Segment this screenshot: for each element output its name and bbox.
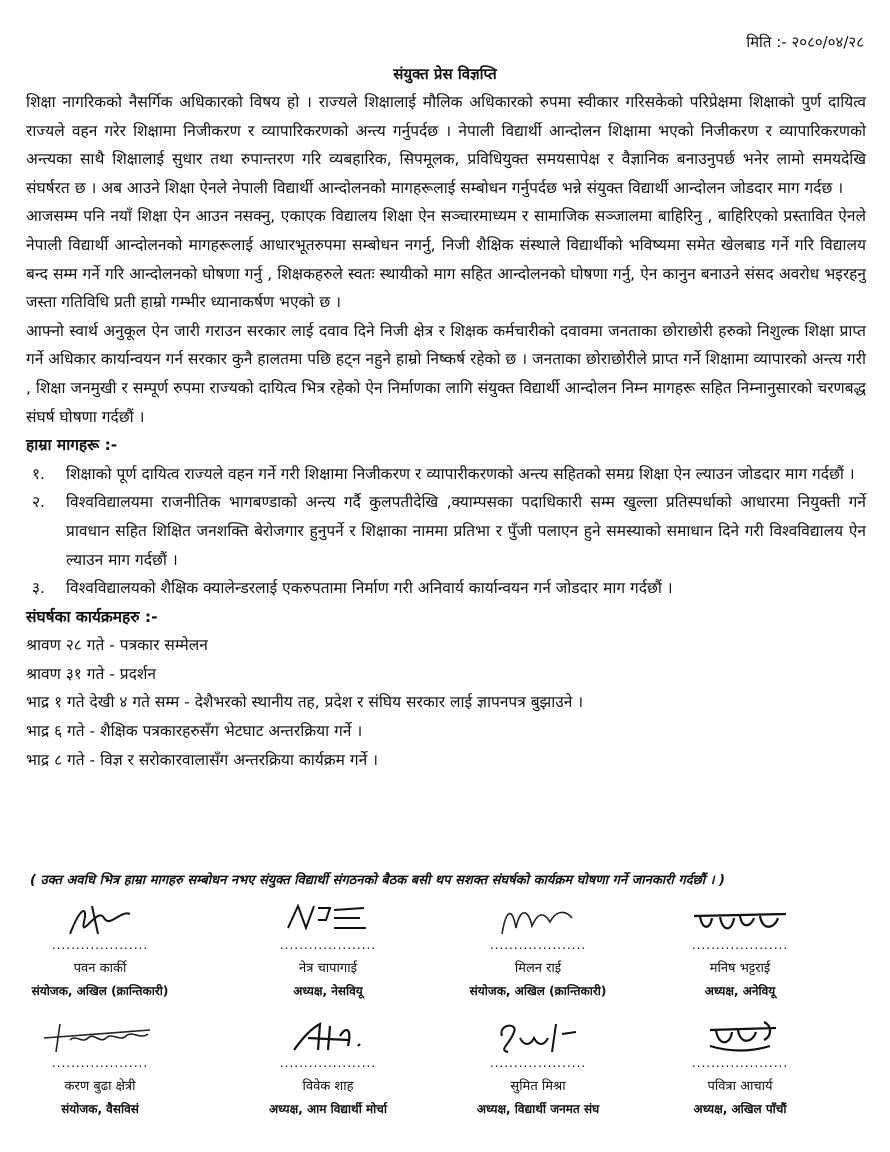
demand-item xyxy=(26,488,866,574)
paragraph-2: आजसम्म पनि नयाँ शिक्षा ऐन आउन नसक्नु, एकाएक विद्यालय शिक्षा ऐन सञ्चारमाध्यम र सामाजिक सञ्जालमा बाहिरिनु , बाहिरिएको प्रस्तावित ऐनले नेपाली विद्यार्थी आन्दोलनको मागहरूलाई आधारभूतरुपमा सम्बोधन नगर्नु, निजी शैक्षिक संस्थाले विद्यार्थीको भविष्यमा समेत खेलबाड गर्ने गरि विद्यालय बन्द सम्म गर्ने गरि आन्दोलनको घोषणा गर्नु , शिक्षकहरुले स्वतः स्थायीको माग सहित आन्दोलनको घोषणा गर्नु, ऐन कानुन बनाउने संसद अवरोध भइरहनु जस्ता गतिविधि प्रती हाम्रो गम्भीर ध्यानाकर्षण भएको छ । xyxy=(26,207,866,312)
program-item: श्रावण २८ गते - पत्रकार सम्मेलन xyxy=(26,636,208,655)
signatory-role: अध्यक्ष, अखिल पाँचौं xyxy=(693,1102,787,1116)
demands-heading: हाम्रा मागहरू :- xyxy=(26,436,118,455)
document-body xyxy=(26,88,866,774)
signatory-name: मनिष भट्टराई xyxy=(709,961,771,976)
signatory-name: करण बुढा क्षेत्री xyxy=(64,1079,136,1094)
handwritten-signature xyxy=(680,898,800,940)
signatory-role: अध्यक्ष, आम विद्यार्थी मोर्चा xyxy=(268,1102,387,1116)
demand-number: ३. xyxy=(32,579,45,598)
signature-dotted-line: .................... xyxy=(691,940,789,952)
signature-block xyxy=(228,898,428,999)
signature-block xyxy=(0,1016,200,1117)
signatory-name: विवेक शाह xyxy=(302,1079,354,1094)
signatory-role: अध्यक्ष, नेसवियू xyxy=(293,984,363,998)
closing-note: ( उक्त अवधि भित्र हाम्रा मागहरु सम्बोधन नभए संयुक्त विद्यार्थी संगठनको बैठक बसी थप सशक्त संघर्षको कार्यक्रम घोषणा गर्ने जानकारी गर्दछौं । ) xyxy=(30,873,725,888)
handwritten-signature xyxy=(680,1016,800,1058)
signatory-name: मिलन राई xyxy=(514,961,562,976)
signatory-name: नेत्र चापागाई xyxy=(299,961,357,976)
demand-item xyxy=(26,574,866,603)
signature-block xyxy=(0,898,200,999)
signature-block xyxy=(640,1016,840,1117)
demand-item xyxy=(26,460,866,489)
demand-text: विश्वविद्यालयको शैक्षिक क्यालेन्डरलाई एकरुपतामा निर्माण गरी अनिवार्य कार्यान्वयन गर्न जोडदार माग गर्दछौं । xyxy=(66,579,673,598)
signatory-name: सुमित मिश्रा xyxy=(510,1079,566,1094)
signature-dotted-line: .................... xyxy=(279,1058,377,1070)
demand-number: २. xyxy=(32,493,45,512)
signature-dotted-line: .................... xyxy=(489,940,587,952)
program-item: भाद्र ८ गते - विज्ञ र सरोकारवालासँग अन्तरक्रिया कार्यक्रम गर्ने । xyxy=(26,750,378,769)
handwritten-signature xyxy=(268,898,388,940)
signatory-role: अध्यक्ष, अनेवियू xyxy=(704,984,776,998)
demand-text: शिक्षाको पूर्ण दायित्व राज्यले वहन गर्ने गरी शिक्षामा निजीकरण र व्यापारीकरणको अन्त्य सहितको समग्र शिक्षा ऐन ल्याउन जोडदार माग गर्दछौं । xyxy=(66,464,855,483)
handwritten-signature xyxy=(30,1016,170,1058)
paragraph-1: शिक्षा नागरिकको नैसर्गिक अधिकारको विषय हो । राज्यले शिक्षालाई मौलिक अधिकारको रुपमा स्वीकार गरिसकेको परिप्रेक्षमा शिक्षाको पुर्ण दायित्व राज्यले वहन गरेर शिक्षामा निजीकरण र व्यापारिकरणको अन्त्य गर्नुपर्दछ । नेपाली विद्यार्थी आन्दोलन शिक्षामा भएको निजीकरण र व्यापारिकरणको अन्त्यका साथै शिक्षालाई सुधार तथा रुपान्तरण गरि व्यबहारिक, सिपमूलक, प्रविधियुक्त समयसापेक्ष र वैज्ञानिक बनाउनुपर्छ भनेर लामो समयदेखि संघर्षरत छ । अब आउने शिक्षा ऐनले नेपाली विद्यार्थी आन्दोलनको मागहरूलाई सम्बोधन गर्नुपर्दछ भन्ने संयुक्त विद्यार्थी आन्दोलन जोडदार माग गर्दछ । xyxy=(26,93,866,197)
handwritten-signature xyxy=(478,898,598,940)
programs-heading: संघर्षका कार्यक्रमहरु :- xyxy=(26,607,158,626)
demand-number: १. xyxy=(32,464,45,483)
signatory-name: पवन कार्की xyxy=(73,961,127,976)
program-item: भाद्र ६ गते - शैक्षिक पत्रकारहरुसँग भेटघाट अन्तरक्रिया गर्ने । xyxy=(26,722,363,741)
signature-dotted-line: .................... xyxy=(51,940,149,952)
signature-block xyxy=(228,1016,428,1117)
program-item: भाद्र १ गते देखी ४ गते सम्म - देशैभरको स्थानीय तह, प्रदेश र संघिय सरकार लाई ज्ञापनपत्र बुझाउने । xyxy=(26,693,584,712)
signatory-role: संयोजक, अखिल (क्रान्तिकारी) xyxy=(469,984,607,998)
signature-block xyxy=(438,898,638,999)
handwritten-signature xyxy=(268,1016,388,1058)
signatory-name: पवित्रा आचार्य xyxy=(707,1079,773,1094)
document-title: संयुक्त प्रेस विज्ञप्ति xyxy=(393,65,497,83)
signature-block xyxy=(438,1016,638,1117)
signature-dotted-line: .................... xyxy=(51,1058,149,1070)
signatory-role: संयोजक, वैसविसं xyxy=(61,1102,139,1116)
signatory-role: अध्यक्ष, विद्यार्थी जनमत संघ xyxy=(476,1102,600,1116)
signature-dotted-line: .................... xyxy=(691,1058,789,1070)
demands-list xyxy=(26,460,866,603)
handwritten-signature xyxy=(40,898,160,940)
signature-block xyxy=(640,898,840,999)
program-item: श्रावण ३१ गते - प्रदर्शन xyxy=(26,664,156,683)
signature-dotted-line: .................... xyxy=(489,1058,587,1070)
paragraph-3: आफ्नो स्वार्थ अनुकूल ऐन जारी गराउन सरकार लाई दवाव दिने निजी क्षेत्र र शिक्षक कर्मचारीको दवावमा जनताका छोराछोरी हरुको निशुल्क शिक्षा प्राप्त गर्ने अधिकार कार्यान्वयन गर्न सरकार कुनै हालतमा पछि हट्न नहुने हाम्रो निष्कर्ष रहेको छ । जनताका छोराछोरीले प्राप्त गर्ने शिक्षामा व्यापारको अन्त्य गरी , शिक्षा जनमुखी र सम्पूर्ण रुपमा राज्यको दायित्व भित्र रहेको ऐन निर्माणका लागि संयुक्त विद्यार्थी आन्दोलन निम्न मागहरू सहित निम्नानुसारको चरणबद्ध संघर्ष घोषणा गर्दछौं । xyxy=(26,321,866,426)
handwritten-signature xyxy=(478,1016,598,1058)
demand-text: विश्वविद्यालयमा राजनीतिक भागबण्डाको अन्त्य गर्दै कुलपतीदेखि ,क्याम्पसका पदाधिकारी सम्म खुल्ला प्रतिस्पर्धाको आधारमा नियुक्ती गर्ने प्रावधान सहित शिक्षित जनशक्ति बेरोजगार हुनुपर्ने र शिक्षाका नाममा प्रतिभा र पुँजी पलाएन हुने समस्याको समाधान दिने गरी विश्वविद्यालय ऐन ल्याउन माग गर्दछौं । xyxy=(66,493,866,569)
signatory-role: संयोजक, अखिल (क्रान्तिकारी) xyxy=(31,984,169,998)
signature-dotted-line: .................... xyxy=(279,940,377,952)
date-line: मिति :- २०८०/०४/२८ xyxy=(746,33,864,51)
